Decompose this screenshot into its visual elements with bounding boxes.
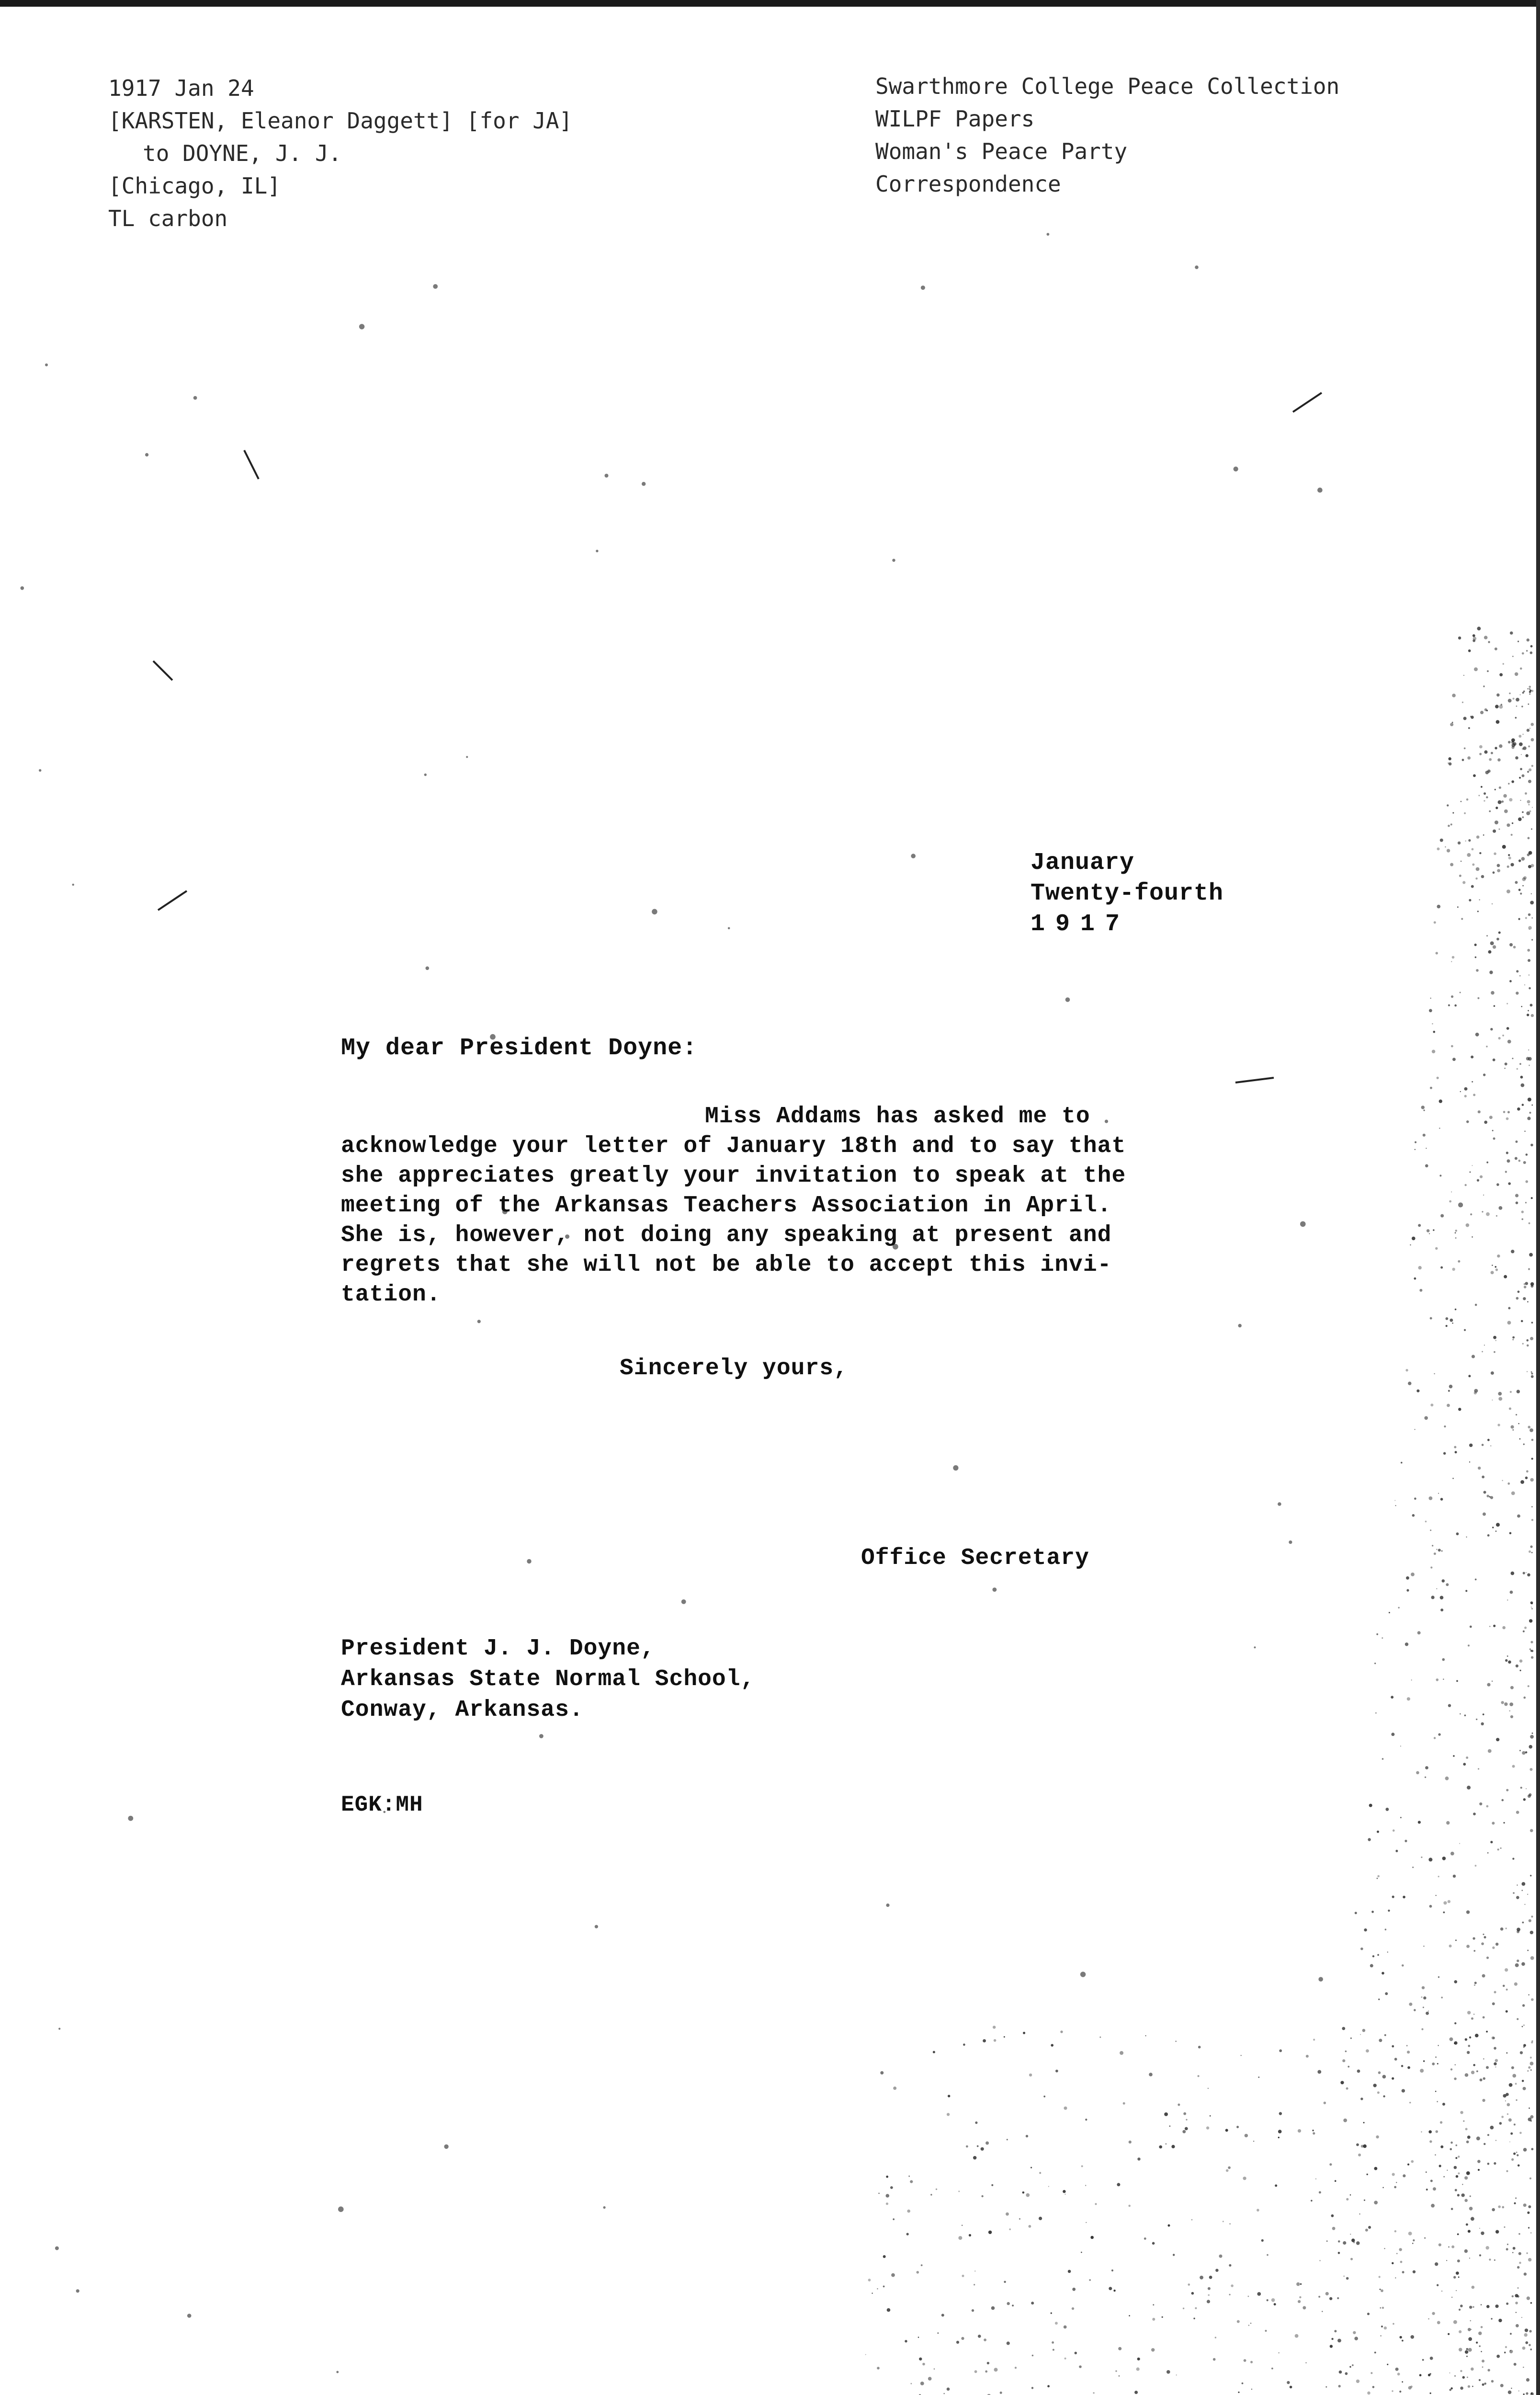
body-line: She is, however, not doing any speaking at present and xyxy=(341,1222,1112,1248)
body-line: she appreciates greatly your invitation to speak at the xyxy=(341,1163,1126,1189)
address-line: Conway, Arkansas. xyxy=(341,1697,584,1723)
date-month: January xyxy=(1030,849,1135,877)
collection-series: WILPF Papers xyxy=(875,106,1035,132)
collection-info xyxy=(875,70,1339,200)
date-year: 1917 xyxy=(1030,911,1131,938)
body-line: meeting of the Arkansas Teachers Association in April. xyxy=(341,1193,1112,1219)
recipient-address xyxy=(341,1633,755,1725)
body-line: tation. xyxy=(341,1282,441,1308)
signature-title: Office Secretary xyxy=(861,1545,1089,1571)
address-line: Arkansas State Normal School, xyxy=(341,1666,755,1692)
body-line: Miss Addams has asked me to xyxy=(705,1104,1090,1129)
salutation: My dear President Doyne: xyxy=(341,1035,698,1062)
date-day: Twenty-fourth xyxy=(1030,880,1224,907)
catalog-author: [KARSTEN, Eleanor Daggett] [for JA] xyxy=(108,108,573,134)
collection-type: Correspondence xyxy=(875,171,1061,197)
reference-initials: EGK:MH xyxy=(341,1792,423,1817)
catalog-metadata xyxy=(108,72,572,235)
body-line: regrets that she will not be able to accept this invi- xyxy=(341,1252,1112,1278)
collection-name: Swarthmore College Peace Collection xyxy=(875,73,1340,99)
catalog-date: 1917 Jan 24 xyxy=(108,75,254,101)
closing: Sincerely yours, xyxy=(620,1356,848,1381)
body-line: acknowledge your letter of January 18th and to say that xyxy=(341,1133,1126,1159)
collection-subseries: Woman's Peace Party xyxy=(875,138,1128,164)
catalog-format: TL carbon xyxy=(108,205,228,231)
catalog-recipient: to DOYNE, J. J. xyxy=(143,140,342,166)
letter-body xyxy=(341,1102,1126,1310)
letter-date xyxy=(1030,848,1223,940)
address-line: President J. J. Doyne, xyxy=(341,1636,655,1662)
catalog-place: [Chicago, IL] xyxy=(108,173,281,199)
